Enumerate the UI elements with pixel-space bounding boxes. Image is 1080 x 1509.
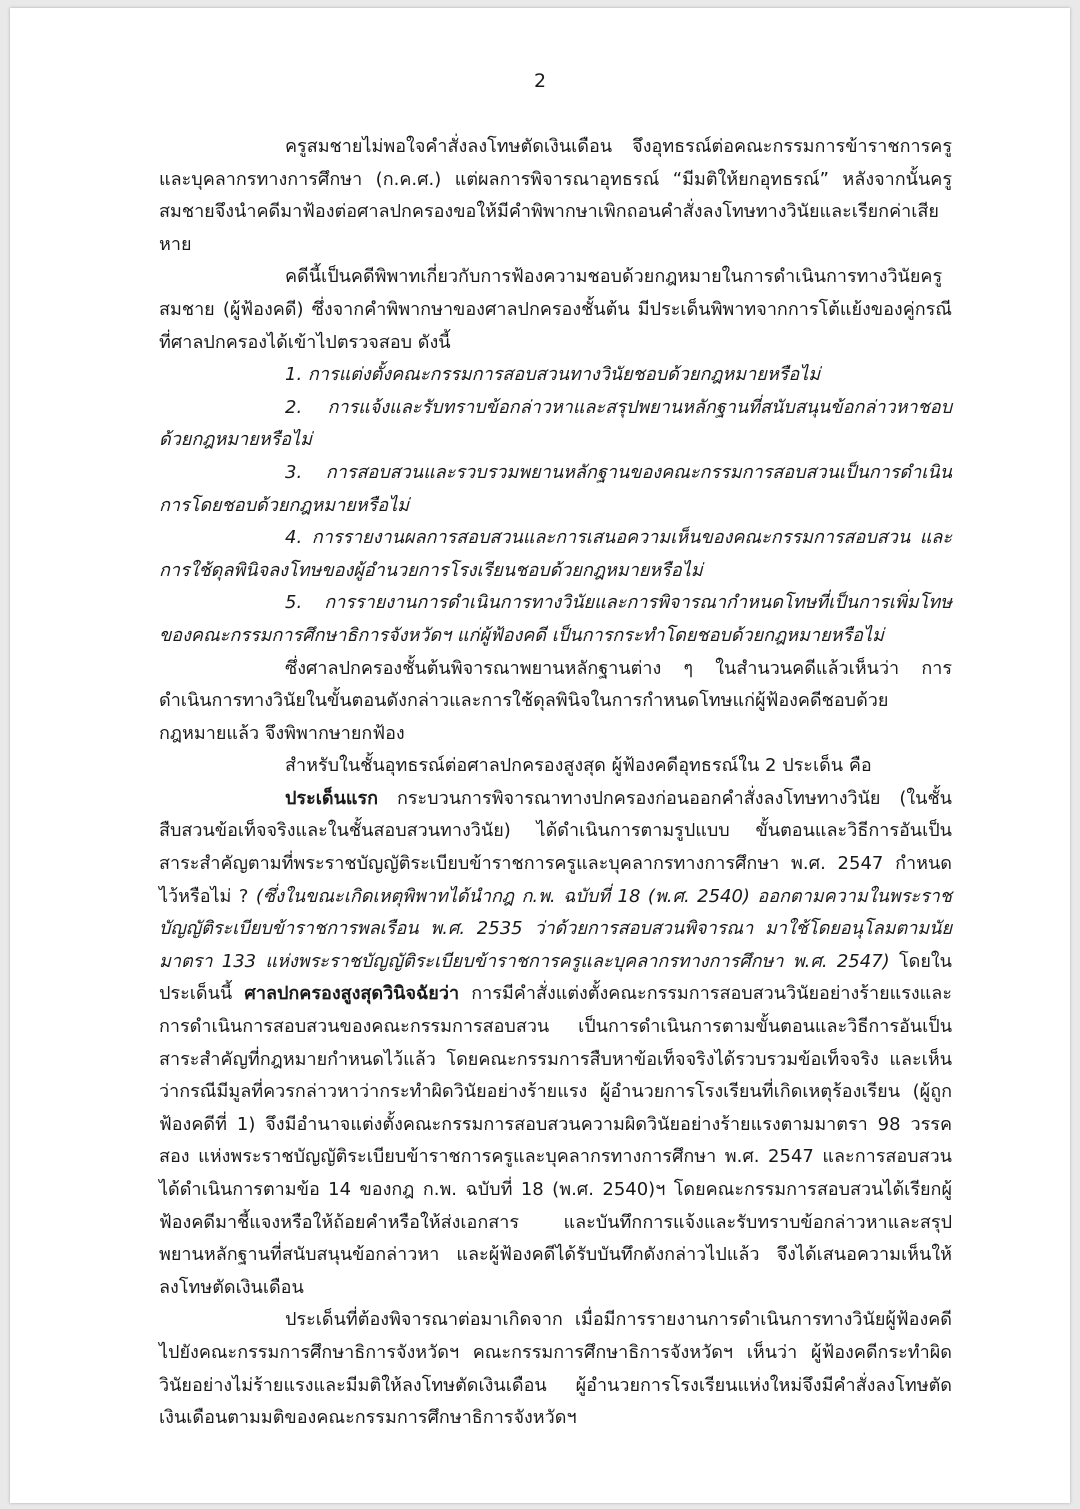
paragraph-background: ครูสมชายไม่พอใจคำสั่งลงโทษตัดเงินเดือน จึงอุทธรณ์ต่อคณะกรรมการข้าราชการครูและบุคลากรทางการศึกษา (ก.ค.ศ.) แต่ผลการพิจารณาอุทธรณ์ “มีมติให้ยกอุทธรณ์” หลังจากนั้นครูสมชายจึงนำคดีมาฟ้องต่อศาลปกครองขอให้มีคำพิพากษาเพิกถอนคำสั่งลงโทษทางวินัยและเรียกค่าเสียหาย — [159, 136, 952, 255]
first-issue-text: กระบวนการพิจารณาทางปกครองก่อนออกคำสั่งลงโทษทางวินัย (ในชั้นสืบสวนข้อเท็จจริงและในชั้นสอบสวนทางวินัย) ได้ดำเนินการตามรูปแบบ ขั้นตอนและวิธีการอันเป็นสาระสำคัญตามที่พระราชบัญญัติระเบียบข้าราชการครูและบุคลากรทางการศึกษา พ.ศ. 2547 กำหนดไว้หรือไม่ ? — [159, 787, 952, 907]
page-number: 2 — [533, 70, 547, 92]
first-issue-text-2: โดยในประเด็นนี้ — [159, 950, 952, 1005]
document-body — [159, 131, 952, 1435]
first-issue-heading: ประเด็นแรก — [285, 787, 379, 809]
paragraph-next-issue: ประเด็นที่ต้องพิจารณาต่อมาเกิดจาก เมื่อมีการรายงานการดำเนินการทางวินัยผู้ฟ้องคดีไปยังคณะกรรมการศึกษาธิการจังหวัดฯ คณะกรรมการศึกษาธิการจังหวัดฯ เห็นว่า ผู้ฟ้องคดีกระทำผิดวินัยอย่างไม่ร้ายแรงและมีมติให้ลงโทษตัดเงินเดือน ผู้อำนวยการโรงเรียนแห่งใหม่จึงมีคำสั่งลงโทษตัดเงินเดือนตามมติของคณะกรรมการศึกษาธิการจังหวัดฯ — [159, 1309, 952, 1429]
issue-item: 1. การแต่งตั้งคณะกรรมการสอบสวนทางวินัยชอบด้วยกฎหมายหรือไม่ — [285, 364, 821, 386]
first-issue-italic-note: (ซึ่งในขณะเกิดเหตุพิพาทได้นำกฎ ก.พ. ฉบับที่ 18 (พ.ศ. 2540) ออกตามความในพระราชบัญญัติระเบียบข้าราชการพลเรือน พ.ศ. 2535 ว่าด้วยการสอบสวนพิจารณา มาใช้โดยอนุโลมตามนัยมาตรา 133 แห่งพระราชบัญญัติระเบียบข้าราชการครูและบุคลากรทางการศึกษา พ.ศ. 2547) — [159, 885, 953, 972]
paragraph-first-instance-ruling: ซึ่งศาลปกครองชั้นต้นพิจารณาพยานหลักฐานต่าง ๆ ในสำนวนคดีแล้วเห็นว่า การดำเนินการทางวินัยในขั้นตอนดังกล่าวและการใช้ดุลพินิจในการกำหนดโทษแก่ผู้ฟ้องคดีชอบด้วยกฎหมายแล้ว จึงพิพากษายกฟ้อง — [159, 657, 952, 744]
first-issue-ruling-text: การมีคำสั่งแต่งตั้งคณะกรรมการสอบสวนวินัยอย่างร้ายแรงและการดำเนินการสอบสวนของคณะกรรมการสอบสวน เป็นการดำเนินการตามขั้นตอนและวิธีการอันเป็นสาระสำคัญที่กฎหมายกำหนดไว้แล้ว โดยคณะกรรมการสืบหาข้อเท็จจริงได้รวบรวมข้อเท็จจริง และเห็นว่ากรณีมีมูลที่ควรกล่าวหาว่ากระทำผิดวินัยอย่างร้ายแรง ผู้อำนวยการโรงเรียนที่เกิดเหตุร้องเรียน (ผู้ถูกฟ้องคดีที่ 1) จึงมีอำนาจแต่งตั้งคณะกรรมการสอบสวนความผิดวินัยอย่างร้ายแรงตามมาตรา 98 วรรคสอง แห่งพระราชบัญญัติระเบียบข้าราชการครูและบุคลากรทางการศึกษา พ.ศ. 2547 และการสอบสวนได้ดำเนินการตามข้อ 14 ของกฎ ก.พ. ฉบับที่ 18 (พ.ศ. 2540)ฯ โดยคณะกรรมการสอบสวนได้เรียกผู้ฟ้องคดีมาชี้แจงหรือให้ถ้อยคำหรือให้ส่งเอกสาร และบันทึกการแจ้งและรับทราบข้อกล่าวหาและสรุปพยานหลักฐานที่สนับสนุนข้อกล่าวหา และผู้ฟ้องคดีได้รับบันทึกดังกล่าวไปแล้ว จึงได้เสนอความเห็นให้ลงโทษตัดเงินเดือน — [159, 983, 952, 1298]
issue-item: 5. การรายงานการดำเนินการทางวินัยและการพิจารณากำหนดโทษที่เป็นการเพิ่มโทษของคณะกรรมการศึกษาธิการจังหวัดฯ แก่ผู้ฟ้องคดี เป็นการกระทำโดยชอบด้วยกฎหมายหรือไม่ — [159, 592, 952, 646]
issue-item: 3. การสอบสวนและรวบรวมพยานหลักฐานของคณะกรรมการสอบสวนเป็นการดำเนินการโดยชอบด้วยกฎหมายหรือไม่ — [159, 461, 952, 516]
paragraph-appeal-intro: สำหรับในชั้นอุทธรณ์ต่อศาลปกครองสูงสุด ผู้ฟ้องคดีอุทธรณ์ใน 2 ประเด็น คือ — [285, 755, 872, 777]
paragraph-case-summary: คดีนี้เป็นคดีพิพาทเกี่ยวกับการฟ้องความชอบด้วยกฎหมายในการดำเนินการทางวินัยครูสมชาย (ผู้ฟ้องคดี) ซึ่งจากคำพิพากษาของศาลปกครองชั้นต้น มีประเด็นพิพาทจากการโต้แย้งของคู่กรณีที่ศาลปกครองได้เข้าไปตรวจสอบ ดังนี้ — [159, 266, 952, 353]
paragraph-first-issue — [159, 783, 952, 1305]
issue-item: 2. การแจ้งและรับทราบข้อกล่าวหาและสรุปพยานหลักฐานที่สนับสนุนข้อกล่าวหาชอบด้วยกฎหมายหรือไม่ — [159, 396, 952, 451]
issue-item: 4. การรายงานผลการสอบสวนและการเสนอความเห็นของคณะกรรมการสอบสวน และการใช้ดุลพินิจลงโทษของผู้อำนวยการโรงเรียนชอบด้วยกฎหมายหรือไม่ — [159, 527, 952, 581]
supreme-court-ruling-heading: ศาลปกครองสูงสุดวินิจฉัยว่า — [244, 983, 460, 1005]
document-page — [10, 8, 1070, 1503]
